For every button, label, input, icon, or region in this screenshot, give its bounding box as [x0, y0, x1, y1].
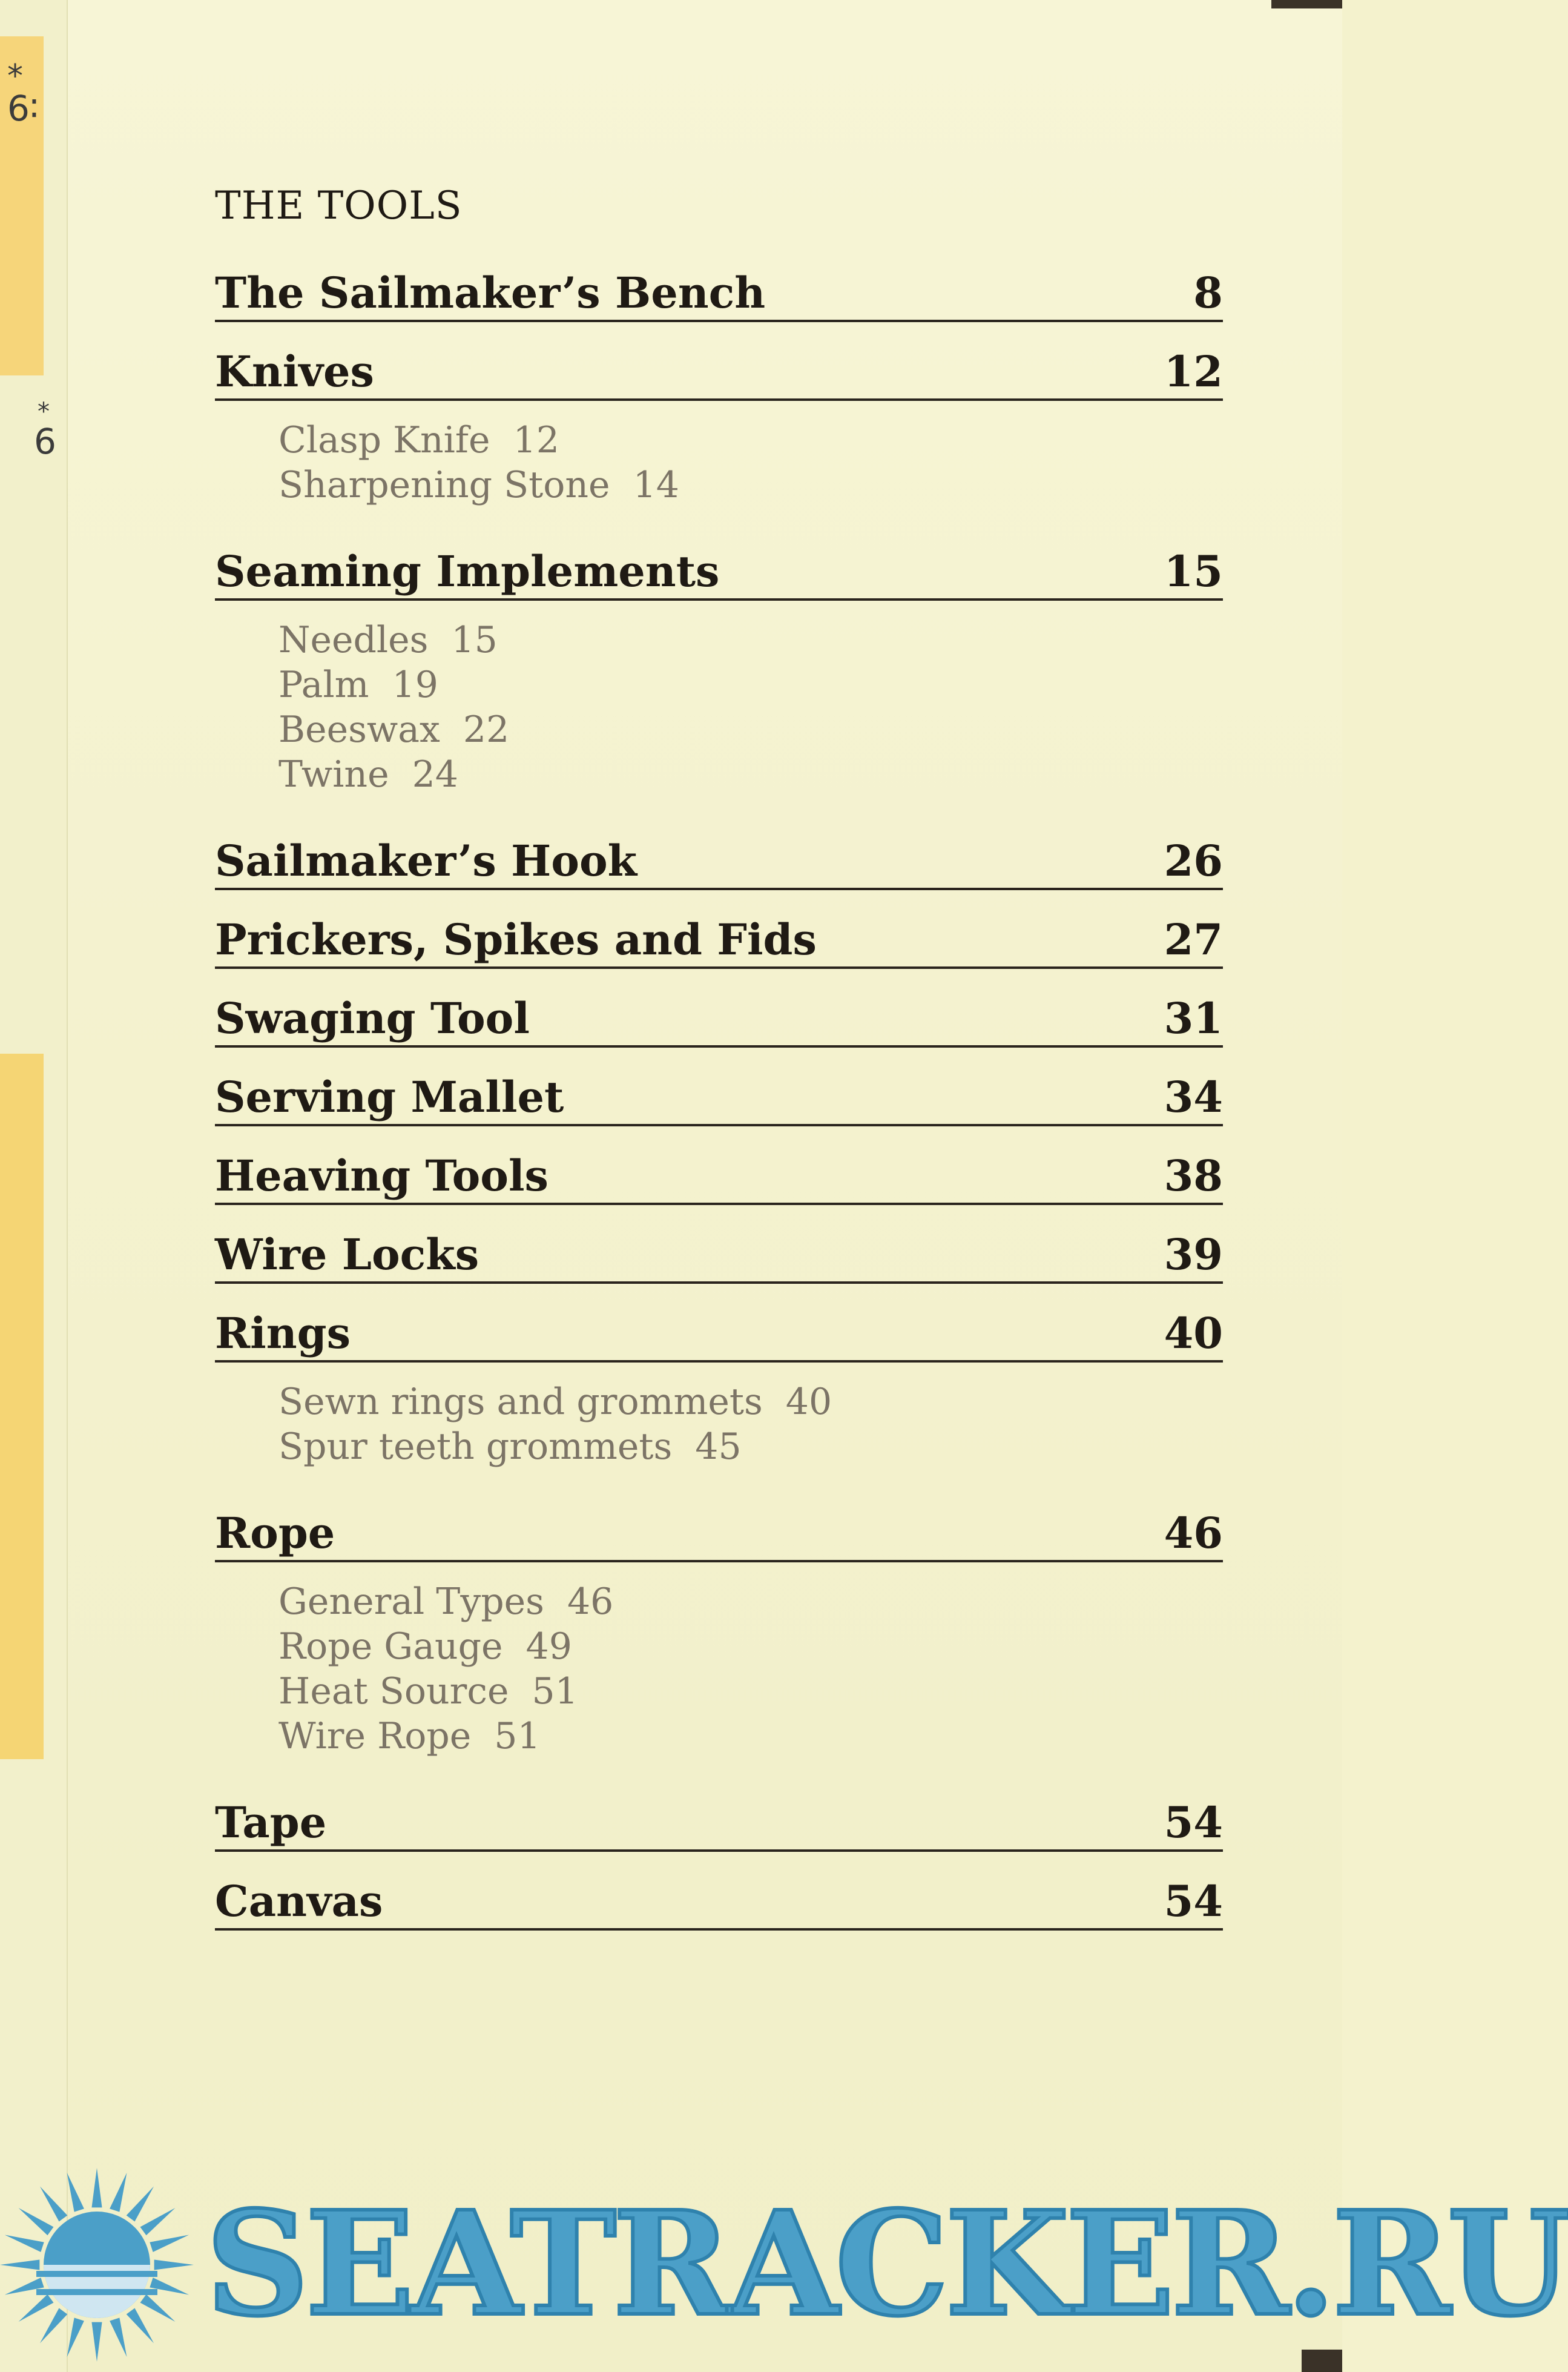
sun-ray — [40, 2308, 67, 2344]
entry-title: Tape — [215, 1797, 327, 1848]
table-of-contents — [215, 182, 1223, 1954]
toc-entry — [215, 1507, 1223, 1759]
toc-entry — [215, 1307, 1223, 1469]
watermark-text: SEATRACKER.RU — [206, 2179, 1568, 2348]
tab-code-top: 6∶ — [7, 88, 39, 129]
toc-entry-row[interactable] — [215, 266, 1223, 322]
sun-ray — [140, 2208, 176, 2235]
sub-entry[interactable] — [278, 662, 1223, 707]
entry-title: Wire Locks — [215, 1229, 479, 1280]
sub-entry-title: Palm — [278, 664, 369, 706]
sub-entry-page-number: 45 — [695, 1426, 742, 1468]
sub-entries — [215, 618, 1223, 797]
sun-ray — [127, 2308, 154, 2344]
entry-page-number: 26 — [1164, 836, 1223, 886]
toc-entry-row[interactable] — [215, 1228, 1223, 1284]
sub-entry-page-number: 19 — [392, 664, 438, 706]
toc-entry — [215, 992, 1223, 1048]
sun-ray — [91, 2168, 102, 2207]
toc-entry — [215, 834, 1223, 890]
entry-title: The Sailmaker’s Bench — [215, 268, 766, 318]
toc-entry — [215, 345, 1223, 507]
entry-title: Rings — [215, 1308, 351, 1358]
sub-entry-page-number: 46 — [567, 1581, 614, 1623]
sub-entry-title: Spur teeth grommets — [278, 1426, 673, 1468]
sun-ray — [110, 2173, 127, 2212]
sub-entry[interactable] — [278, 1624, 1223, 1669]
sub-entry[interactable] — [278, 1579, 1223, 1624]
entry-page-number: 8 — [1193, 268, 1223, 318]
sun-ray — [91, 2322, 102, 2362]
sun-ray — [40, 2187, 67, 2222]
toc-entries — [215, 266, 1223, 1931]
sub-entries — [215, 418, 1223, 507]
corner-br — [1302, 2350, 1342, 2372]
entry-title: Serving Mallet — [215, 1072, 564, 1122]
toc-entry — [215, 1875, 1223, 1931]
entry-title: Canvas — [215, 1876, 383, 1926]
toc-entry-row[interactable] — [215, 834, 1223, 890]
entry-page-number: 34 — [1164, 1072, 1223, 1122]
entry-title: Swaging Tool — [215, 993, 530, 1043]
toc-entry-row[interactable] — [215, 1149, 1223, 1205]
sub-entry-page-number: 14 — [633, 464, 679, 506]
entry-page-number: 54 — [1164, 1876, 1223, 1926]
sub-entry[interactable] — [278, 618, 1223, 662]
yellow-tab-bottom — [0, 1054, 44, 1759]
toc-entry-row[interactable] — [215, 1507, 1223, 1562]
entry-page-number: 46 — [1164, 1508, 1223, 1558]
sub-entry-title: General Types — [278, 1581, 544, 1623]
sub-entries — [215, 1579, 1223, 1759]
sun-ray — [19, 2294, 54, 2322]
sun-ray — [19, 2208, 54, 2235]
sun-ray — [67, 2173, 84, 2212]
entry-title: Knives — [215, 346, 374, 397]
sub-entry[interactable] — [278, 1669, 1223, 1714]
toc-entry-row[interactable] — [215, 345, 1223, 401]
sub-entry-page-number: 40 — [785, 1381, 832, 1423]
sub-entry-title: Sharpening Stone — [278, 464, 610, 506]
toc-entry-row[interactable] — [215, 545, 1223, 601]
sub-entry-title: Wire Rope — [278, 1715, 472, 1757]
entry-title: Seaming Implements — [215, 546, 720, 596]
sub-entry-page-number: 51 — [494, 1715, 541, 1757]
sun-ray — [110, 2317, 127, 2357]
sun-line-1 — [36, 2271, 157, 2277]
sub-entry[interactable] — [278, 1379, 1223, 1424]
toc-entry — [215, 266, 1223, 322]
toc-entry — [215, 545, 1223, 797]
sub-entry-page-number: 51 — [532, 1670, 578, 1713]
sub-entry-title: Clasp Knife — [278, 419, 490, 461]
sub-entry-page-number: 24 — [412, 753, 458, 796]
toc-entry — [215, 1149, 1223, 1205]
toc-entry-row[interactable] — [215, 1796, 1223, 1852]
toc-entry — [215, 913, 1223, 969]
entry-title: Rope — [215, 1508, 335, 1558]
sub-entries — [215, 1379, 1223, 1469]
toc-entry-row[interactable] — [215, 913, 1223, 969]
sub-entry[interactable] — [278, 418, 1223, 463]
sub-entry-title: Needles — [278, 619, 429, 661]
entry-title: Heaving Tools — [215, 1151, 548, 1201]
toc-entry — [215, 1796, 1223, 1852]
tab-marker-top: * — [7, 58, 23, 94]
section-heading: THE TOOLS — [215, 183, 463, 228]
sun-ray — [150, 2235, 189, 2252]
toc-entry-row[interactable] — [215, 1071, 1223, 1126]
toc-entry — [215, 1228, 1223, 1284]
watermark — [0, 2162, 1568, 2372]
sub-entry-page-number: 12 — [513, 419, 559, 461]
toc-entry — [215, 1071, 1223, 1126]
sun-ray — [0, 2259, 39, 2270]
sun-ray — [127, 2187, 154, 2222]
sub-entry[interactable] — [278, 1714, 1223, 1759]
tab-marker-second: * — [38, 398, 50, 426]
entry-page-number: 31 — [1164, 993, 1223, 1043]
entry-title: Prickers, Spikes and Fids — [215, 914, 817, 965]
sub-entry[interactable] — [278, 707, 1223, 752]
toc-entry-row[interactable] — [215, 992, 1223, 1048]
sub-entry[interactable] — [278, 752, 1223, 797]
entry-page-number: 38 — [1164, 1151, 1223, 1201]
sun-ray — [5, 2235, 44, 2252]
entry-page-number: 27 — [1164, 914, 1223, 965]
sub-entry[interactable] — [278, 1424, 1223, 1469]
sub-entry-title: Twine — [278, 753, 389, 796]
entry-title: Sailmaker’s Hook — [215, 836, 637, 886]
sub-entry-title: Beeswax — [278, 709, 440, 751]
entry-page-number: 40 — [1164, 1308, 1223, 1358]
sub-entry-page-number: 15 — [451, 619, 498, 661]
sub-entry-title: Sewn rings and grommets — [278, 1381, 763, 1423]
corner-tr — [1271, 0, 1342, 8]
sub-entry-page-number: 49 — [525, 1625, 572, 1668]
toc-entry-row[interactable] — [215, 1875, 1223, 1931]
tab-code-second: 6 — [34, 421, 56, 462]
entry-page-number: 15 — [1164, 546, 1223, 596]
entry-page-number: 54 — [1164, 1797, 1223, 1848]
sun-ray — [140, 2294, 176, 2322]
sub-entry-title: Rope Gauge — [278, 1625, 503, 1668]
sun-ray — [67, 2317, 84, 2357]
sun-line-2 — [36, 2289, 157, 2295]
sub-entry[interactable] — [278, 463, 1223, 507]
sub-entry-page-number: 22 — [463, 709, 510, 751]
sub-entry-title: Heat Source — [278, 1670, 509, 1713]
toc-entry-row[interactable] — [215, 1307, 1223, 1363]
entry-page-number: 12 — [1164, 346, 1223, 397]
entry-page-number: 39 — [1164, 1229, 1223, 1280]
sun-ray — [154, 2259, 194, 2270]
sun-icon — [0, 2162, 206, 2372]
